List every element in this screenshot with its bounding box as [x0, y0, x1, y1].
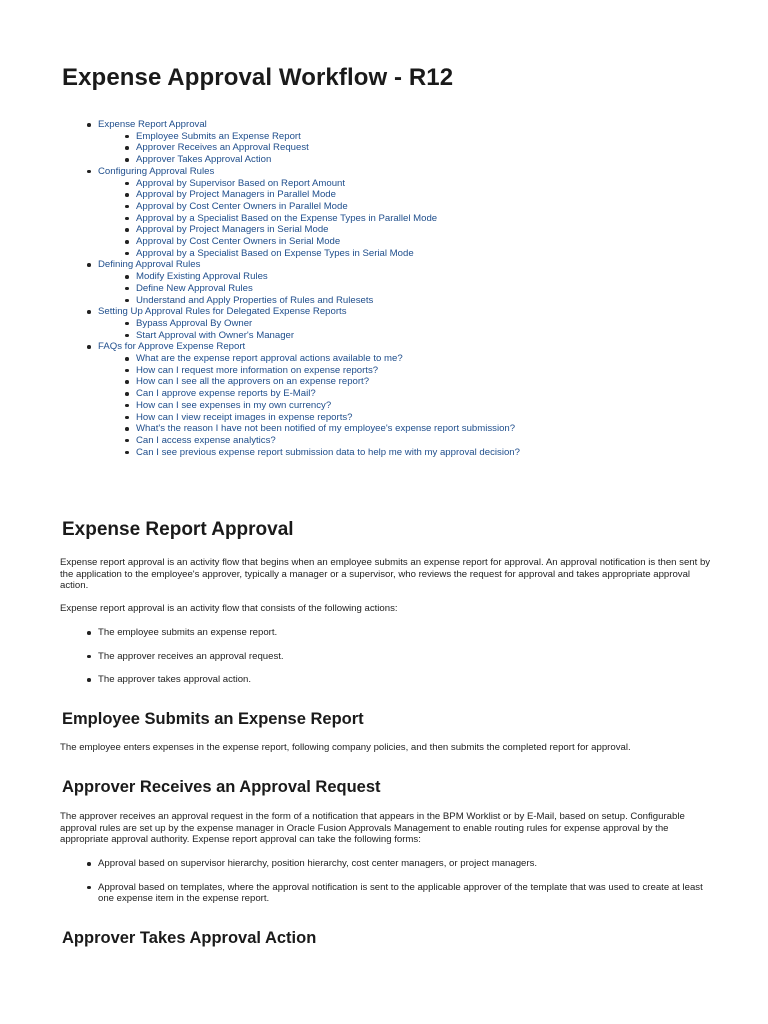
list-item: The employee submits an expense report. — [86, 627, 716, 639]
toc-subitem[interactable] — [86, 213, 746, 225]
toc-subitem[interactable] — [86, 283, 746, 295]
toc-subitem[interactable] — [86, 353, 746, 365]
toc-link[interactable]: How can I view receipt images in expense reports? — [136, 411, 353, 423]
toc-subitem[interactable] — [86, 248, 746, 260]
toc-item[interactable] — [86, 259, 746, 271]
toc-link[interactable]: Employee Submits an Expense Report — [136, 130, 301, 142]
toc-subitem[interactable] — [86, 435, 746, 447]
toc-subitem[interactable] — [86, 142, 746, 154]
toc-link[interactable]: How can I request more information on expense reports? — [136, 364, 379, 376]
bullet-list — [86, 858, 716, 905]
toc-link[interactable]: Approver Receives an Approval Request — [136, 142, 309, 154]
toc-link[interactable]: Setting Up Approval Rules for Delegated Expense Reports — [98, 306, 347, 318]
toc-link[interactable]: Can I approve expense reports by E-Mail? — [136, 388, 316, 400]
toc-link[interactable]: Approval by Project Managers in Parallel Mode — [136, 189, 336, 201]
table-of-contents — [86, 119, 746, 458]
toc-subitem[interactable] — [86, 201, 746, 213]
list-item: The approver takes approval action. — [86, 674, 716, 686]
toc-link[interactable]: Understand and Apply Properties of Rules and Rulesets — [136, 294, 374, 306]
section-heading-expense-report-approval: Expense Report Approval — [62, 519, 294, 540]
toc-link[interactable]: Can I access expense analytics? — [136, 434, 276, 446]
toc-item[interactable] — [86, 166, 746, 178]
toc-link[interactable]: How can I see all the approvers on an expense report? — [136, 376, 370, 388]
toc-link[interactable]: Modify Existing Approval Rules — [136, 271, 268, 283]
toc-subitem[interactable] — [86, 388, 746, 400]
toc-subitem[interactable] — [86, 365, 746, 377]
toc-list — [86, 119, 746, 458]
toc-item[interactable] — [86, 306, 746, 318]
toc-link[interactable]: What are the expense report approval actions available to me? — [136, 353, 403, 365]
toc-subitem[interactable] — [86, 154, 746, 166]
toc-link[interactable]: What's the reason I have not been notified of my employee's expense report submission? — [136, 423, 516, 435]
toc-subitem[interactable] — [86, 376, 746, 388]
paragraph: Expense report approval is an activity flow that begins when an employee submits an expense report for approval. An approval notification is then sent by the application to the employee's approver, typically a manager or a supervisor, who reviews the request for approval and takes appropriate approval action. — [60, 557, 711, 592]
toc-item[interactable] — [86, 341, 746, 353]
toc-link[interactable]: Approval by Project Managers in Serial Mode — [136, 224, 329, 236]
toc-subitem[interactable] — [86, 224, 746, 236]
toc-link[interactable]: Bypass Approval By Owner — [136, 317, 253, 329]
toc-link[interactable]: How can I see expenses in my own currency? — [136, 399, 332, 411]
toc-subitem[interactable] — [86, 271, 746, 283]
toc-link[interactable]: Expense Report Approval — [98, 119, 207, 130]
toc-link[interactable]: Approval by a Specialist Based on Expense Types in Serial Mode — [136, 247, 414, 259]
toc-link[interactable]: Approval by Cost Center Owners in Parallel Mode — [136, 200, 348, 212]
toc-subitem[interactable] — [86, 447, 746, 459]
toc-subitem[interactable] — [86, 295, 746, 307]
toc-link[interactable]: Configuring Approval Rules — [98, 165, 215, 177]
toc-subitem[interactable] — [86, 423, 746, 435]
section-heading-approver-receives: Approver Receives an Approval Request — [62, 778, 381, 796]
toc-link[interactable]: Approver Takes Approval Action — [136, 154, 272, 166]
toc-link[interactable]: Start Approval with Owner's Manager — [136, 329, 295, 341]
section-heading-approver-takes: Approver Takes Approval Action — [62, 929, 317, 947]
bullet-list — [86, 627, 716, 686]
toc-subitem[interactable] — [86, 412, 746, 424]
paragraph: The employee enters expenses in the expense report, following company policies, and then submits the completed report for approval. — [60, 742, 631, 753]
toc-link[interactable]: Approval by a Specialist Based on the Expense Types in Parallel Mode — [136, 212, 438, 224]
document-title: Expense Approval Workflow - R12 — [62, 64, 454, 91]
list-item: Approval based on supervisor hierarchy, position hierarchy, cost center managers, or project managers. — [86, 858, 716, 870]
toc-link[interactable]: Define New Approval Rules — [136, 282, 253, 294]
toc-link[interactable]: FAQs for Approve Expense Report — [98, 341, 246, 353]
list-item: The approver receives an approval request. — [86, 651, 716, 663]
toc-subitem[interactable] — [86, 131, 746, 143]
toc-link[interactable]: Can I see previous expense report submission data to help me with my approval decision? — [136, 446, 520, 458]
toc-subitem[interactable] — [86, 330, 746, 342]
toc-link[interactable]: Approval by Cost Center Owners in Serial Mode — [136, 236, 341, 248]
toc-subitem[interactable] — [86, 236, 746, 248]
paragraph: Expense report approval is an activity flow that consists of the following actions: — [60, 603, 398, 614]
toc-link[interactable]: Defining Approval Rules — [98, 259, 201, 271]
paragraph: The approver receives an approval request in the form of a notification that appears in the BPM Worklist or by E-Mail, based on setup. Configurable approval rules are set up by the expense manager in Oracle Fusion Approvals Management to enable routing rules for expense approval by the appropriate approval authority. Expense report approval can take the following forms: — [60, 811, 685, 846]
toc-subitem[interactable] — [86, 178, 746, 190]
toc-subitem[interactable] — [86, 189, 746, 201]
section-heading-employee-submits: Employee Submits an Expense Report — [62, 710, 364, 728]
toc-item[interactable] — [86, 119, 746, 131]
toc-subitem[interactable] — [86, 318, 746, 330]
list-item: Approval based on templates, where the approval notification is sent to the applicable approver of the template that was used to create at least one expense item in the expense report. — [86, 882, 716, 905]
toc-subitem[interactable] — [86, 400, 746, 412]
toc-link[interactable]: Approval by Supervisor Based on Report Amount — [136, 177, 346, 189]
